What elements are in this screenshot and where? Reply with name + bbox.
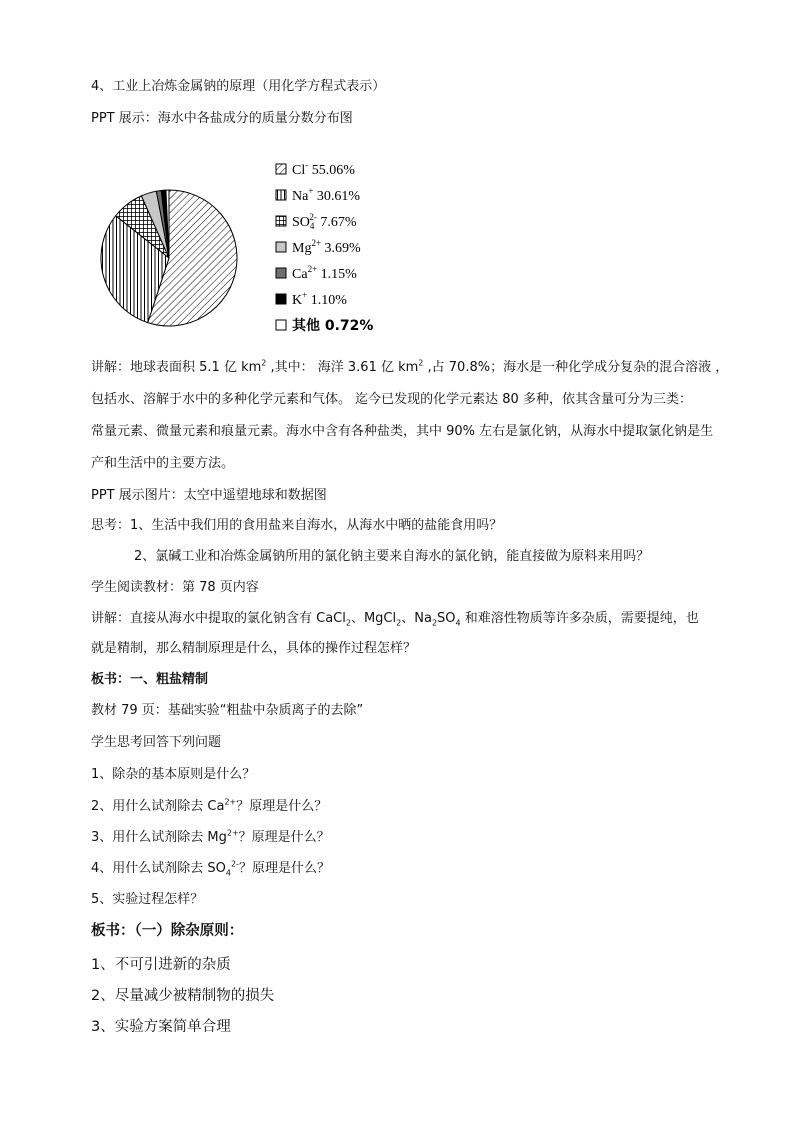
question-1: 1、除杂的基本原则是什么？ (91, 767, 256, 782)
explain-sup-a: 2 (261, 358, 267, 368)
legend-label-cl: Cl- 55.06% (292, 160, 355, 178)
question-3 (91, 830, 330, 846)
question-3-text-b: ？原理是什么？ (238, 830, 330, 845)
explain2-sub-2: 2 (396, 618, 402, 628)
explain-text-b: ,其中： 海洋 3.61 亿 km (266, 360, 419, 375)
question-2-text-b: ？原理是什么？ (236, 799, 328, 814)
chart-legend (276, 160, 373, 334)
explain-line-1 (91, 360, 728, 376)
explain-line-3: 常量元素、微量元素和痕量元素。海水中含有各种盐类，其中 90% 左右是氯化钠，从海水中提取氯化钠是生 (91, 424, 714, 439)
question-3-text-a: 3、用什么试剂除去 Mg (91, 830, 227, 845)
legend-label-mg: $Mg^{2+}$ 3.69% (292, 238, 361, 256)
legend-swatch-k (276, 294, 286, 304)
line-textbook-79: 教材 79 页：基础实验“粗盐中杂质离子的去除” (91, 703, 364, 718)
line-sodium-principle: 4、工业上冶炼金属钠的原理（用化学方程式表示） (91, 79, 386, 94)
explain2-text-d: SO (437, 611, 456, 626)
line-think-1: 思考：1、生活中我们用的食用盐来自海水，从海水中晒的盐能食用吗？ (91, 518, 503, 533)
line-student-read: 学生阅读教材：第 78 页内容 (91, 580, 259, 595)
board-heading-2: 板书：（一）除杂原则： (91, 923, 244, 939)
question-5: 5、实验过程怎样？ (91, 892, 204, 907)
line-student-think: 学生思考回答下列问题 (91, 735, 222, 750)
explain-text-a: 讲解：地球表面积 5.1 亿 km (91, 360, 262, 375)
legend-swatch-mg (276, 242, 286, 252)
legend-label-so: $SO_42-$ 7.67% (292, 212, 357, 231)
question-3-sup: 2+ (226, 828, 239, 838)
legend-label-ca: $Ca^{2+}$ 1.15% (292, 264, 357, 282)
legend-swatch-other (276, 320, 286, 330)
question-4-sup: 2- (230, 859, 239, 869)
explain-text-c: ,占 70.8%；海水是一种化学成分复杂的混合溶液 ， (423, 360, 729, 375)
question-4-text-a: 4、用什么试剂除去 SO (91, 861, 226, 876)
explain2-sub-4: 4 (455, 618, 461, 628)
question-2-text-a: 2、用什么试剂除去 Ca (91, 799, 225, 814)
explain-sup-b: 2 (418, 358, 424, 368)
explain2-line-2: 就是精制，那么精制原理是什么，具体的操作过程怎样？ (91, 641, 417, 656)
question-4-text-b: ？原理是什么？ (238, 861, 330, 876)
explain2-sub-3: 2 (431, 618, 438, 628)
legend-label-na: Na+ 30.61% (292, 186, 361, 204)
explain2-text-b: 、MgCl (350, 611, 397, 626)
line-think-2: 2、氯碱工业和冶炼金属钠所用的氯化钠主要来自海水的氯化钠，能直接做为原料来用吗？ (134, 549, 650, 564)
question-2-sup: 2+ (224, 797, 237, 807)
legend-swatch-so (276, 216, 286, 226)
explain2-text-a: 讲解：直接从海水中提取的氯化钠含有 CaCl (91, 611, 346, 626)
legend-swatch-cl (276, 164, 286, 174)
legend-label-other: 其他 0.72% (292, 318, 374, 334)
rule-2: 2、尽量减少被精制物的损失 (91, 988, 275, 1004)
question-2 (91, 799, 327, 815)
explain2-text-e: 和难溶性物质等许多杂质，需要提纯，也 (460, 611, 699, 626)
rule-3: 3、实验方案简单合理 (91, 1019, 231, 1035)
explain-line-4: 产和生活中的主要方法。 (91, 456, 235, 471)
line-ppt-chart: PPT 展示：海水中各盐成分的质量分数分布图 (91, 111, 353, 126)
pie-slices (101, 190, 237, 326)
pie-chart (95, 160, 395, 345)
question-4 (91, 861, 330, 877)
question-4-sub: 4 (225, 868, 231, 878)
explain2-text-c: 、Na (401, 611, 432, 626)
rule-1: 1、不可引进新的杂质 (91, 957, 231, 973)
board-heading-1: 板书：一、粗盐精制 (91, 672, 209, 687)
explain2-line-1 (91, 611, 699, 627)
line-ppt-earth: PPT 展示图片：太空中遥望地球和数据图 (91, 488, 327, 503)
explain-line-2: 包括水、溶解于水中的多种化学元素和气体。 迄今已发现的化学元素达 80 多种，依其含量可分为三类： (91, 392, 692, 407)
legend-swatch-ca (276, 268, 286, 278)
legend-label-k: K+ 1.10% (292, 290, 347, 308)
legend-swatch-na (276, 190, 286, 200)
explain2-sub-1: 2 (345, 618, 351, 628)
